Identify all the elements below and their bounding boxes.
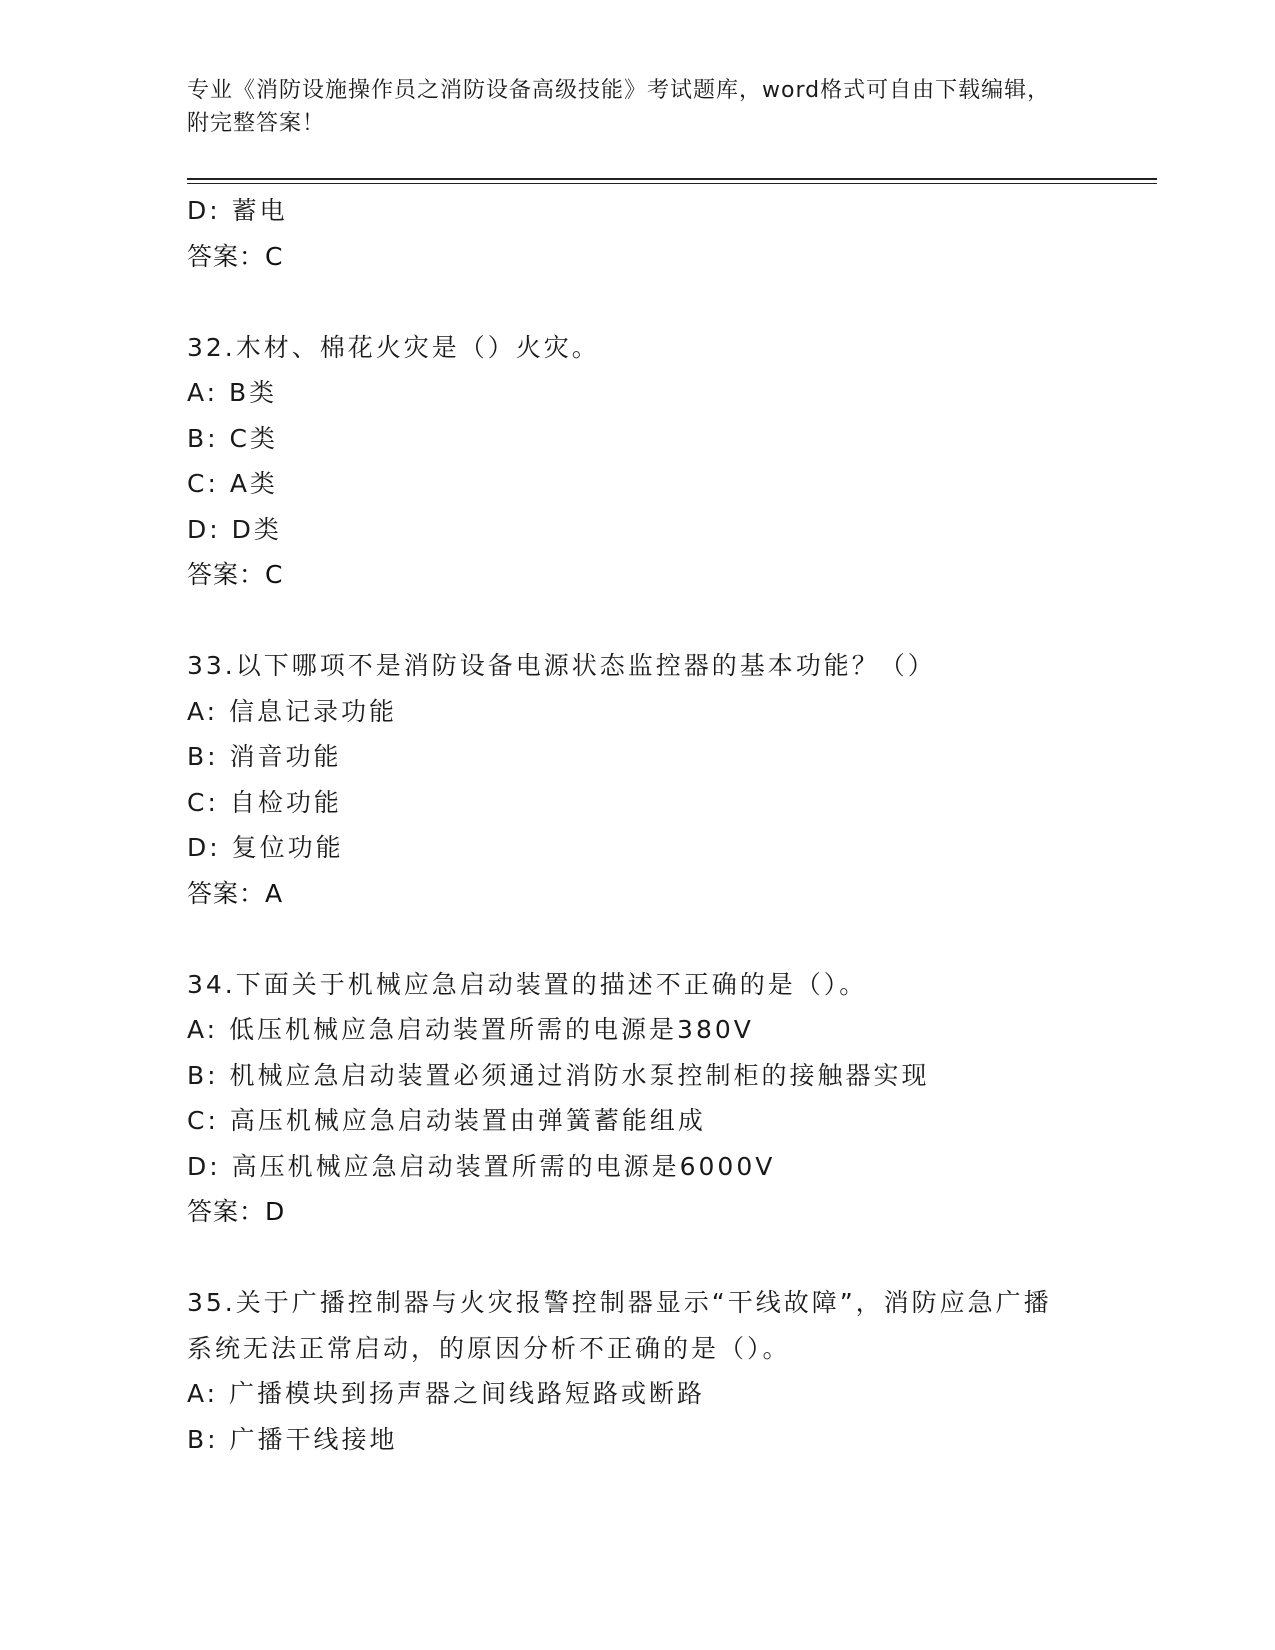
header-divider-thin bbox=[187, 183, 1157, 184]
spacer bbox=[187, 916, 1147, 962]
question-stem: 33.以下哪项不是消防设备电源状态监控器的基本功能？（） bbox=[187, 651, 936, 680]
option-b: B: 机械应急启动装置必须通过消防水泵控制柜的接触器实现 bbox=[187, 1060, 930, 1090]
option-b: B: 广播干线接地 bbox=[187, 1424, 398, 1454]
question-list bbox=[187, 188, 1147, 1462]
option-d: D: 复位功能 bbox=[187, 833, 344, 862]
answer: 答案：A bbox=[187, 878, 284, 908]
option-c: C: A类 bbox=[187, 469, 278, 498]
question-32 bbox=[187, 325, 1147, 598]
header-divider-thick bbox=[187, 178, 1157, 180]
document-header: 专业《消防设施操作员之消防设备高级技能》考试题库，word格式可自由下载编辑，附完整答案！ bbox=[187, 78, 1051, 136]
spacer bbox=[187, 598, 1147, 644]
question-stem: 32.木材、棉花火灾是（）火灾。 bbox=[187, 332, 600, 362]
option-d: D: 高压机械应急启动装置所需的电源是6000V bbox=[187, 1151, 776, 1181]
prev-question-option-d: D: 蓄电 bbox=[187, 196, 288, 225]
option-a: A: 信息记录功能 bbox=[187, 696, 398, 726]
option-b: B: C类 bbox=[187, 423, 278, 453]
option-c: C: 自检功能 bbox=[187, 787, 342, 817]
option-a: A: B类 bbox=[187, 378, 278, 407]
spacer bbox=[187, 279, 1147, 325]
question-34 bbox=[187, 962, 1147, 1235]
question-33 bbox=[187, 643, 1147, 916]
option-c: C: 高压机械应急启动装置由弹簧蓄能组成 bbox=[187, 1106, 706, 1135]
question-stem: 34.下面关于机械应急启动装置的描述不正确的是（）。 bbox=[187, 969, 868, 999]
question-stem: 35.关于广播控制器与火灾报警控制器显示“干线故障”，消防应急广播系统无法正常启动，的原因分析不正确的是（）。 bbox=[187, 1288, 1052, 1363]
spacer bbox=[187, 1235, 1147, 1281]
option-a: A: 低压机械应急启动装置所需的电源是380V bbox=[187, 1015, 754, 1044]
option-d: D: D类 bbox=[187, 514, 282, 544]
answer: 答案：D bbox=[187, 1197, 286, 1226]
prev-question-answer: 答案：C bbox=[187, 241, 284, 271]
option-a: A: 广播模块到扬声器之间线路短路或断路 bbox=[187, 1379, 706, 1408]
answer: 答案：C bbox=[187, 560, 284, 589]
question-35 bbox=[187, 1280, 1147, 1462]
option-b: B: 消音功能 bbox=[187, 742, 342, 771]
